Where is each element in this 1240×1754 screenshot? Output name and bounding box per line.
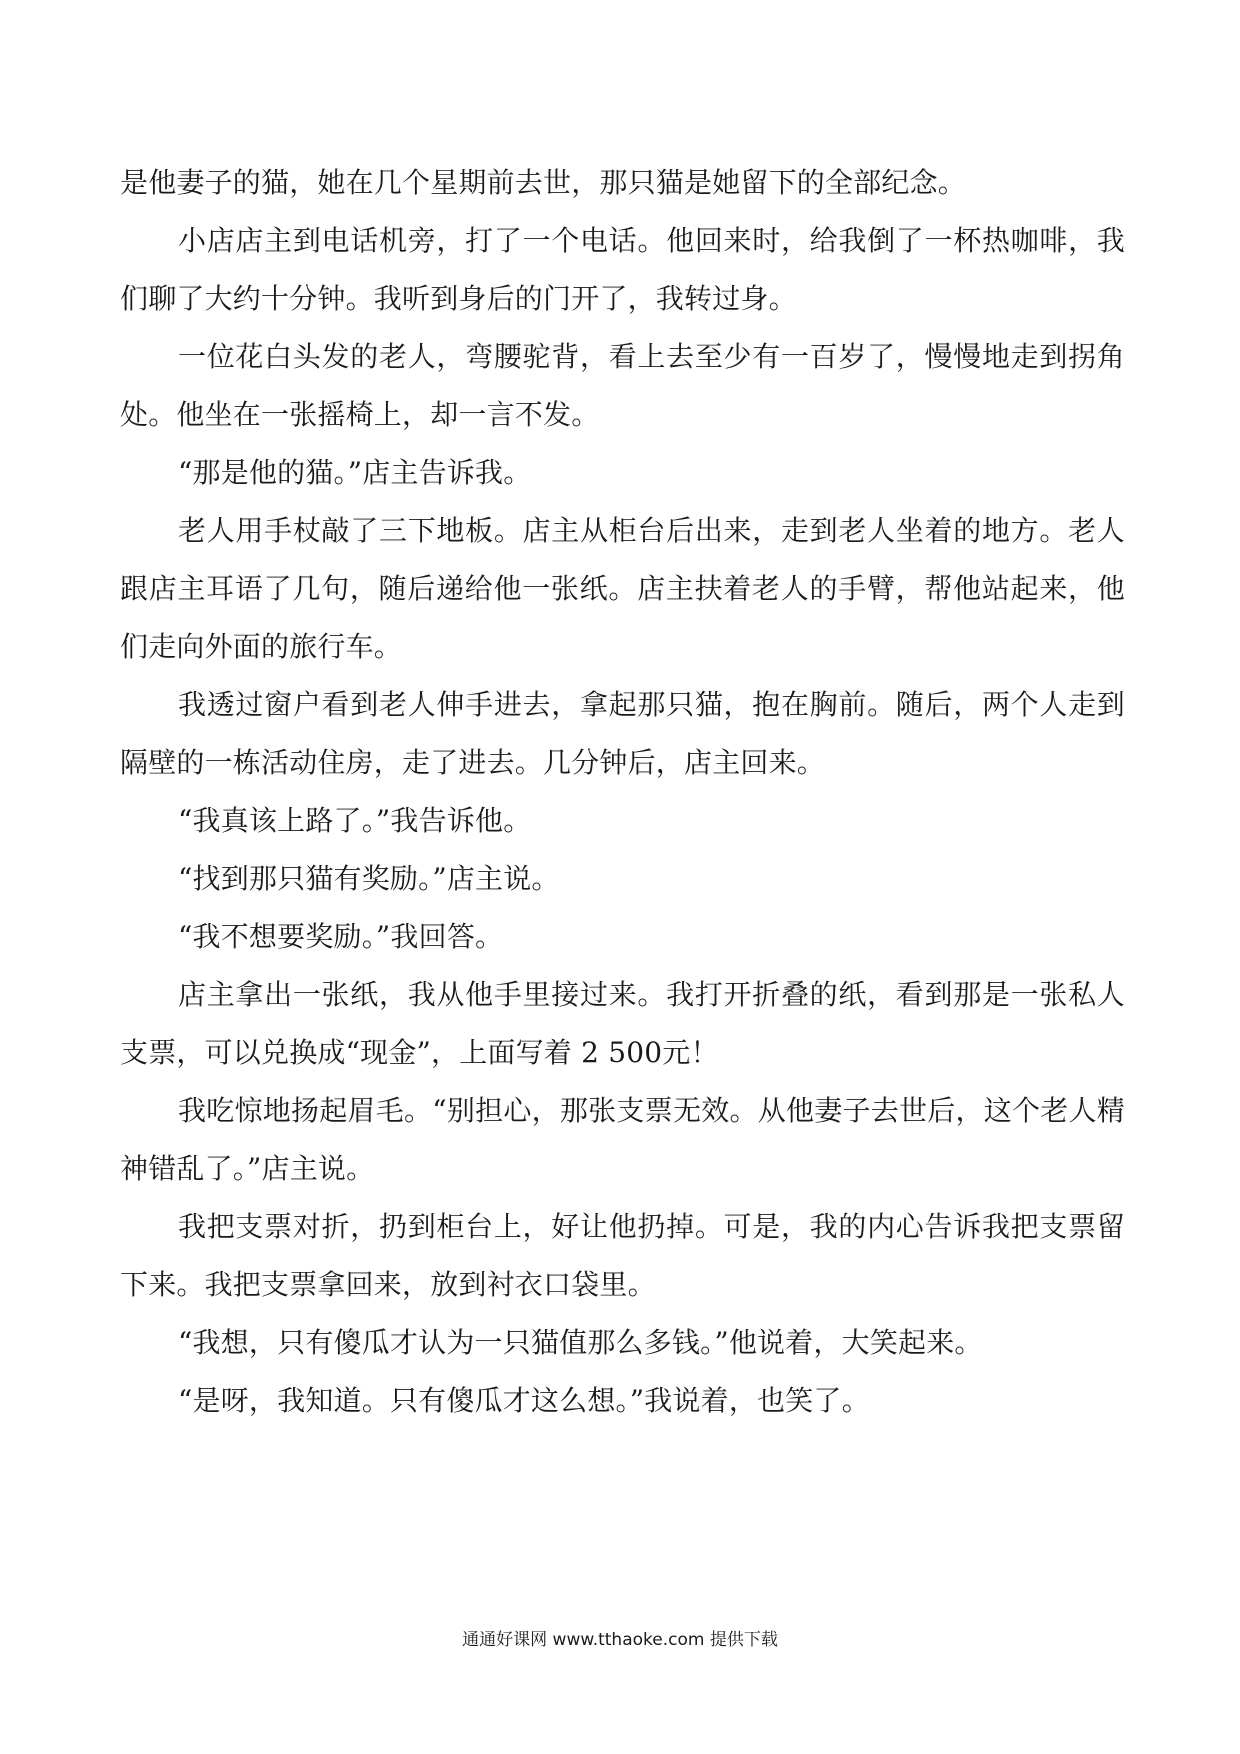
paragraph-14: “是呀，我知道。只有傻瓜才这么想。”我说着，也笑了。 xyxy=(178,1384,870,1417)
paragraph-4: “那是他的猫。”店主告诉我。 xyxy=(178,456,532,489)
paragraph-2: 小店店主到电话机旁，打了一个电话。他回来时，给我倒了一杯热咖啡，我们聊了大约十分钟。我听到身后的门开了，我转过身。 xyxy=(120,224,1125,315)
paragraph-8: “找到那只猫有奖励。”店主说。 xyxy=(178,862,560,895)
paragraph-11: 我吃惊地扬起眉毛。“别担心，那张支票无效。从他妻子去世后，这个老人精神错乱了。”店主说。 xyxy=(120,1094,1125,1185)
paragraph-3: 一位花白头发的老人，弯腰驼背，看上去至少有一百岁了，慢慢地走到拐角处。他坐在一张摇椅上，却一言不发。 xyxy=(120,340,1125,431)
paragraph-1: 是他妻子的猫，她在几个星期前去世，那只猫是她留下的全部纪念。 xyxy=(120,166,967,199)
paragraph-6: 我透过窗户看到老人伸手进去，拿起那只猫，抱在胸前。随后，两个人走到隔壁的一栋活动住房，走了进去。几分钟后，店主回来。 xyxy=(120,688,1125,779)
body-text xyxy=(120,154,1125,1430)
paragraph-12: 我把支票对折，扔到柜台上，好让他扔掉。可是，我的内心告诉我把支票留下来。我把支票拿回来，放到衬衣口袋里。 xyxy=(120,1210,1125,1301)
paragraph-13: “我想，只有傻瓜才认为一只猫值那么多钱。”他说着，大笑起来。 xyxy=(178,1326,983,1359)
page-footer: 通通好课网 www.tthaoke.com 提供下载 xyxy=(462,1630,778,1650)
paragraph-9: “我不想要奖励。”我回答。 xyxy=(178,920,504,953)
paragraph-7: “我真该上路了。”我告诉他。 xyxy=(178,804,532,837)
paragraph-10: 店主拿出一张纸，我从他手里接过来。我打开折叠的纸，看到那是一张私人支票，可以兑换成“现金”，上面写着 2 500元！ xyxy=(120,978,1125,1069)
paragraph-5: 老人用手杖敲了三下地板。店主从柜台后出来，走到老人坐着的地方。老人跟店主耳语了几句，随后递给他一张纸。店主扶着老人的手臂，帮他站起来，他们走向外面的旅行车。 xyxy=(120,514,1125,663)
